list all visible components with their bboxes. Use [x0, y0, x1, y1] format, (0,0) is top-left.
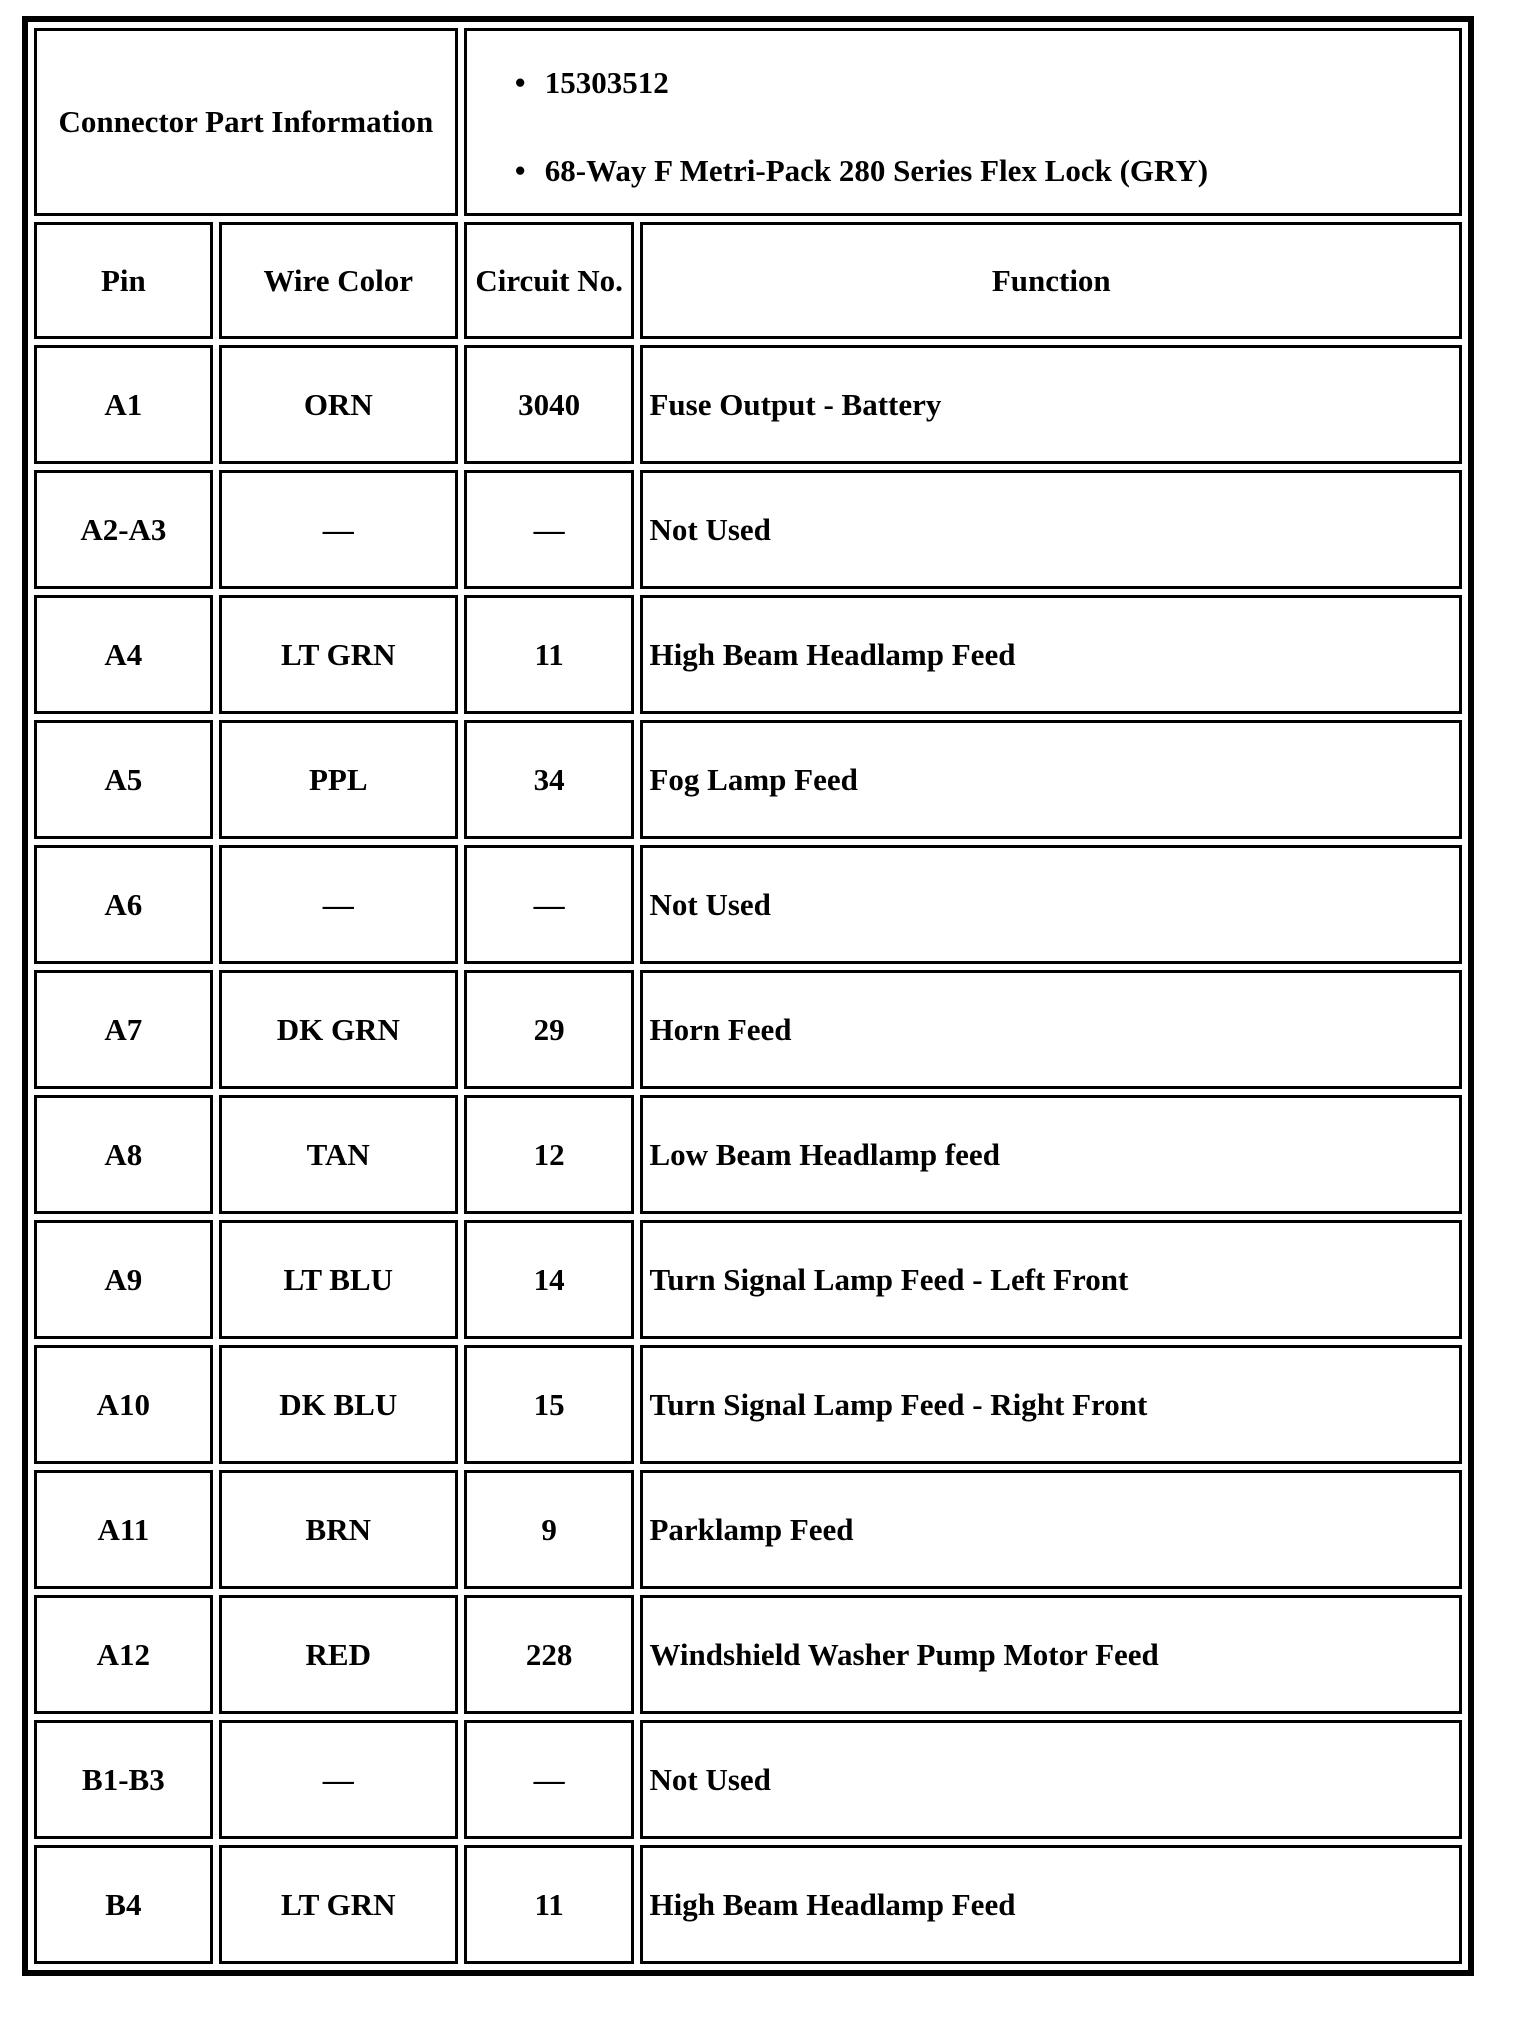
part-description: • 68-Way F Metri-Pack 280 Series Flex Lock (GRY): [545, 153, 1453, 189]
connector-info-cell: [464, 28, 1462, 216]
wire-color-cell: —: [219, 1720, 458, 1839]
function-cell: Turn Signal Lamp Feed - Right Front: [640, 1345, 1462, 1464]
function-cell: Not Used: [640, 845, 1462, 964]
function-cell: Fog Lamp Feed: [640, 720, 1462, 839]
function-cell: Parklamp Feed: [640, 1470, 1462, 1589]
circuit-cell: 228: [464, 1595, 635, 1714]
function-cell: High Beam Headlamp Feed: [640, 595, 1462, 714]
pin-cell: A2-A3: [34, 470, 213, 589]
pin-cell: A12: [34, 1595, 213, 1714]
circuit-cell: 12: [464, 1095, 635, 1214]
header-row: [34, 222, 1462, 339]
table-row: [34, 970, 1462, 1089]
circuit-cell: 15: [464, 1345, 635, 1464]
table-row: [34, 1720, 1462, 1839]
table-row: [34, 1845, 1462, 1964]
function-cell: Not Used: [640, 470, 1462, 589]
header-wire-color: Wire Color: [219, 222, 458, 339]
circuit-cell: 3040: [464, 345, 635, 464]
header-circuit-no: Circuit No.: [464, 222, 635, 339]
pin-cell: A1: [34, 345, 213, 464]
function-cell: Low Beam Headlamp feed: [640, 1095, 1462, 1214]
table-body: [34, 28, 1462, 1964]
wire-color-cell: DK GRN: [219, 970, 458, 1089]
circuit-cell: 11: [464, 1845, 635, 1964]
wire-color-cell: PPL: [219, 720, 458, 839]
wire-color-cell: LT GRN: [219, 1845, 458, 1964]
wire-color-cell: LT BLU: [219, 1220, 458, 1339]
wire-color-cell: LT GRN: [219, 595, 458, 714]
connector-pinout-table: [22, 16, 1474, 1976]
connector-part-list: [473, 65, 1453, 188]
table-row: [34, 720, 1462, 839]
function-cell: Windshield Washer Pump Motor Feed: [640, 1595, 1462, 1714]
circuit-cell: —: [464, 470, 635, 589]
pin-cell: A4: [34, 595, 213, 714]
wire-color-cell: TAN: [219, 1095, 458, 1214]
table-row: [34, 1220, 1462, 1339]
pin-cell: B4: [34, 1845, 213, 1964]
pin-cell: A10: [34, 1345, 213, 1464]
circuit-cell: 14: [464, 1220, 635, 1339]
table-row: [34, 595, 1462, 714]
pin-cell: A5: [34, 720, 213, 839]
circuit-cell: 29: [464, 970, 635, 1089]
table-row: [34, 1470, 1462, 1589]
function-cell: Turn Signal Lamp Feed - Left Front: [640, 1220, 1462, 1339]
pin-cell: A9: [34, 1220, 213, 1339]
wire-color-cell: BRN: [219, 1470, 458, 1589]
circuit-cell: 34: [464, 720, 635, 839]
table-row: [34, 1595, 1462, 1714]
pin-cell: A6: [34, 845, 213, 964]
connector-info-row: [34, 28, 1462, 216]
header-function: Function: [640, 222, 1462, 339]
wire-color-cell: RED: [219, 1595, 458, 1714]
part-number: • 15303512: [545, 65, 1453, 101]
pin-cell: B1-B3: [34, 1720, 213, 1839]
circuit-cell: 11: [464, 595, 635, 714]
function-cell: Horn Feed: [640, 970, 1462, 1089]
table-row: [34, 1095, 1462, 1214]
connector-info-label: Connector Part Information: [34, 28, 458, 216]
header-pin: Pin: [34, 222, 213, 339]
function-cell: High Beam Headlamp Feed: [640, 1845, 1462, 1964]
circuit-cell: —: [464, 845, 635, 964]
function-cell: Fuse Output - Battery: [640, 345, 1462, 464]
wire-color-cell: —: [219, 845, 458, 964]
wire-color-cell: —: [219, 470, 458, 589]
function-cell: Not Used: [640, 1720, 1462, 1839]
wire-color-cell: ORN: [219, 345, 458, 464]
circuit-cell: 9: [464, 1470, 635, 1589]
wire-color-cell: DK BLU: [219, 1345, 458, 1464]
table-row: [34, 845, 1462, 964]
circuit-cell: —: [464, 1720, 635, 1839]
table-row: [34, 470, 1462, 589]
pin-cell: A11: [34, 1470, 213, 1589]
table-row: [34, 1345, 1462, 1464]
pin-cell: A7: [34, 970, 213, 1089]
table-row: [34, 345, 1462, 464]
pin-cell: A8: [34, 1095, 213, 1214]
